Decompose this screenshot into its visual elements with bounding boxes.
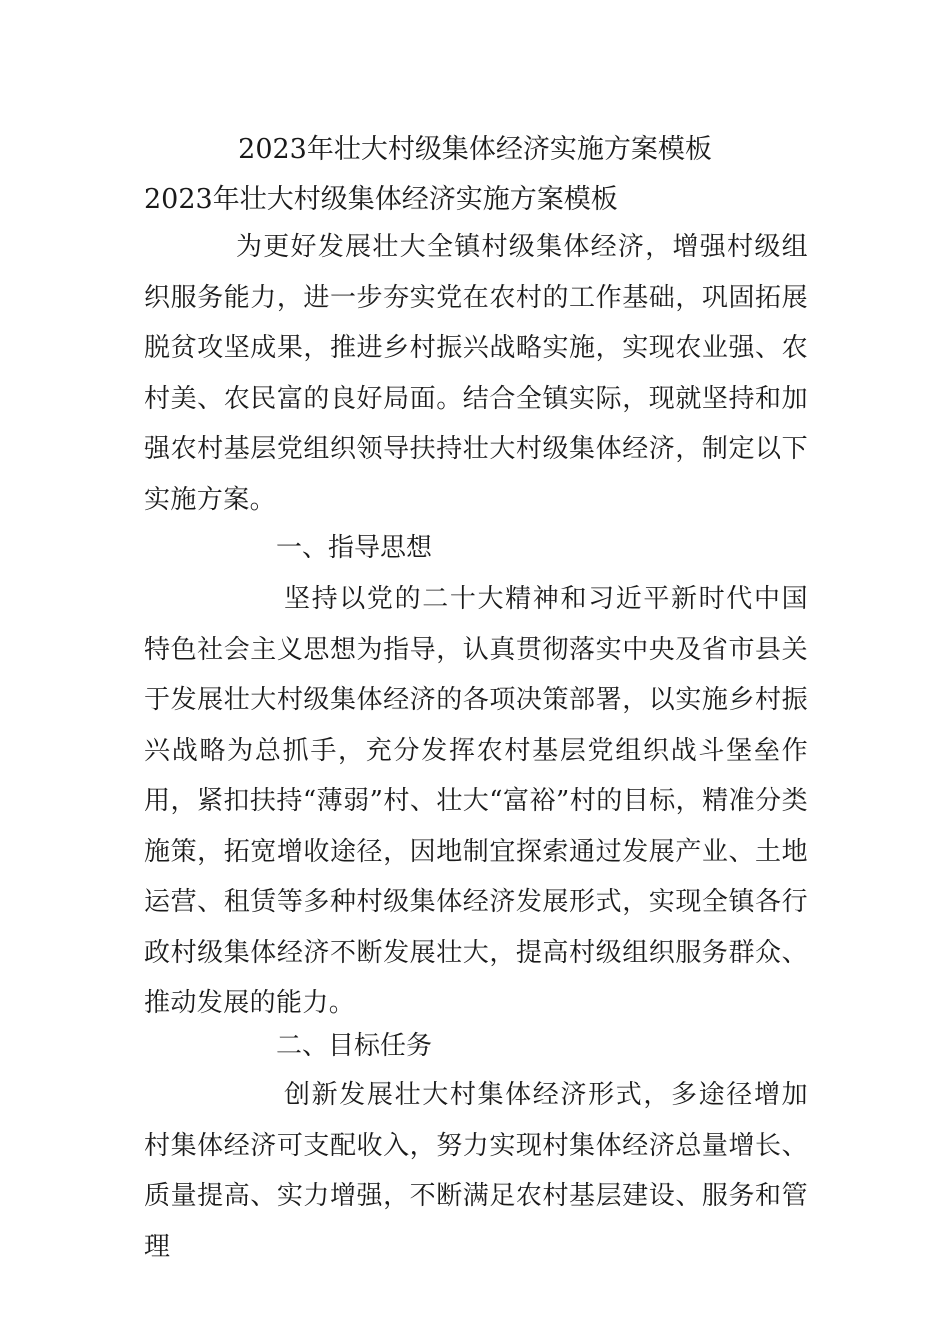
section-paragraph-goals-tasks: 创新发展壮大村集体经济形式，多途径增加村集体经济可支配收入，努力实现村集体经济总量增长、质量提高、实力增强，不断满足农村基层建设、服务和管理 [144,1080,808,1262]
section-paragraph-guiding-ideology: 坚持以党的二十大精神和习近平新时代中国特色社会主义思想为指导，认真贯彻落实中央及省市县关于发展壮大村级集体经济的各项决策部署，以实施乡村振兴战略为总抓手，充分发挥农村基层党组织战斗堡垒作用，紧扣扶持“薄弱”村、壮大“富裕”村的目标，精准分类施策，拓宽增收途径，因地制宜探索通过发展产业、土地运营、租赁等多种村级集体经济发展形式，实现全镇各行政村级集体经济不断发展壮大，提高村级组织服务群众、推动发展的能力。 [144,584,808,1018]
section-heading-goals-tasks: 二、目标任务 [276,1031,433,1061]
document-title: 2023年壮大村级集体经济实施方案模板 [238,134,712,165]
document-subtitle: 2023年壮大村级集体经济实施方案模板 [144,184,618,215]
intro-paragraph: 为更好发展壮大全镇村级集体经济，增强村级组织服务能力，进一步夯实党在农村的工作基础，巩固拓展脱贫攻坚成果，推进乡村振兴战略实施，实现农业强、农村美、农民富的良好局面。结合全镇实际，现就坚持和加强农村基层党组织领导扶持壮大村级集体经济，制定以下实施方案。 [144,232,808,515]
section-heading-guiding-ideology: 一、指导思想 [276,533,433,563]
